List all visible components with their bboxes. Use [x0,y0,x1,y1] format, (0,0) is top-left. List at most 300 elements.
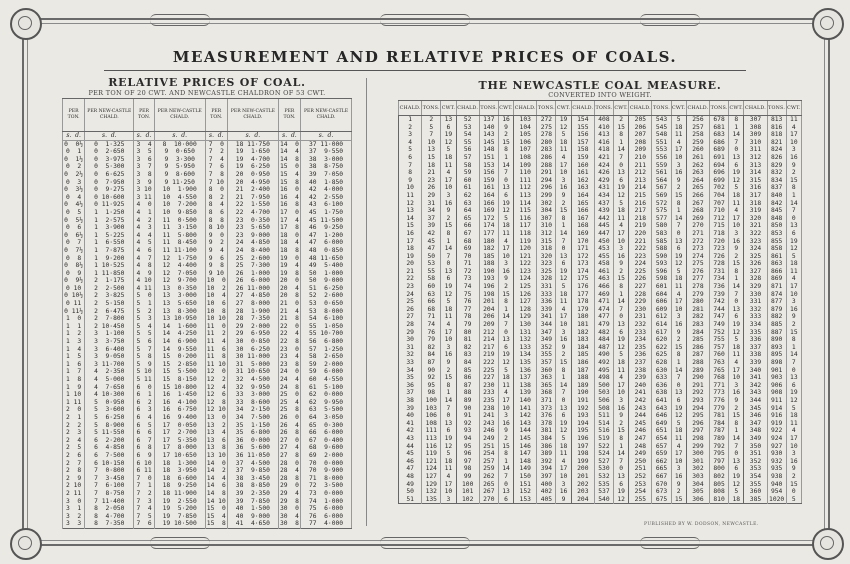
table-cell: 5 [498,367,513,375]
table-cell: 273 [686,245,709,253]
table-cell: 426 [594,169,613,177]
unit-cell: s. d. [154,132,205,141]
table-cell: 7 [613,154,628,162]
table-cell: 2 6·475 [85,308,134,316]
table-row [63,490,352,498]
table-cell: 27 [399,313,422,321]
table-cell: 116 [422,443,441,451]
table-cell: 315 [744,177,767,185]
table-cell: 1 9·200 [85,255,134,263]
table-cell: 70 9·900 [301,467,352,475]
table-cell: 10 [671,458,686,466]
table-cell: 38 3·000 [301,156,352,164]
table-cell: 2 [441,215,456,223]
table-cell: 9 10 [205,270,227,278]
table-cell: 3 0 [63,498,85,506]
table-cell: 3 [786,450,801,458]
table-cell: 530 [594,465,613,473]
table-cell: 161 [479,184,498,192]
table-cell: 278 [537,131,556,139]
table-cell: 15 2·850 [154,361,205,369]
table-cell: 7 [498,321,513,329]
table-cell: 11 [399,192,422,200]
table-cell: 165 [571,200,594,208]
table-cell: 92 [422,374,441,382]
table-cell: 19 0 [279,254,299,262]
table-cell: 31 [422,200,441,208]
table-cell: 122 [514,260,537,268]
table-cell: 1 [556,374,571,382]
table-cell: 25 2·600 [227,255,278,263]
table-cell: 4 3 [134,224,154,232]
table-cell: 561 [652,169,671,177]
column-header: CHALD. [514,101,537,116]
table-cell: 51 6·250 [301,285,352,293]
table-cell: 551 [652,139,671,147]
table-row [63,505,352,513]
table-cell: 331 [744,298,767,306]
table-cell: 272 [537,116,556,124]
table-cell: 6 0 [134,384,154,392]
scroll-ornament-icon [640,537,700,549]
table-cell: 267 [479,488,498,496]
table-cell: 15 5·500 [154,368,205,376]
table-cell: 45 [399,450,422,458]
table-cell: 511 [594,412,613,420]
table-cell: 13 [729,154,744,162]
table-cell: 742 [710,298,729,306]
table-cell: 646 [652,412,671,420]
table-cell: 39 7·050 [301,171,352,179]
table-row [399,336,802,344]
table-cell: 10 7·200 [154,201,205,209]
table-cell: 19 [786,238,801,246]
table-cell: 280 [537,139,556,147]
table-cell: 93 [456,427,479,435]
table-cell: 7 [786,359,801,367]
table-cell: 728 [710,260,729,268]
table-cell: 58 [422,275,441,283]
table-cell: 17 [441,481,456,489]
table-cell: 5 [399,146,422,154]
table-cell: 7 [613,458,628,466]
newcastle-measure-table [398,100,802,504]
table-cell: 384 [537,435,556,443]
table-cell: 8 [441,230,456,238]
table-cell: 349 [744,435,767,443]
table-cell: 156 [479,169,498,177]
table-cell: 36 11·050 [227,452,278,460]
table-cell: 0 6½ [64,231,84,239]
table-cell: 98 [422,389,441,397]
table-cell: 29 [399,329,422,337]
table-cell: 3 9 [134,179,154,187]
table-cell: 60 4·550 [301,376,352,384]
table-cell: 76 [456,298,479,306]
table-cell: 88 [456,389,479,397]
table-row [399,435,802,443]
table-cell: 276 [686,268,709,276]
table-row [63,201,352,209]
table-cell: 241 [629,389,652,397]
table-cell: 344 [744,397,767,405]
table-cell: 0 5½ [64,216,84,224]
table-cell: 333 [744,313,767,321]
table-cell: 7 [498,473,513,481]
table-cell: 381 [537,427,556,435]
table-cell: 41 [399,420,422,428]
table-cell: 191 [571,397,594,405]
table-cell: 2 7·800 [85,315,134,323]
table-cell: 8 4·700 [85,513,134,521]
table-cell: 26 6·000 [227,277,278,285]
table-cell: 2 [399,124,422,132]
table-cell: 135 [422,496,441,504]
table-cell: 233 [629,329,652,337]
table-cell: 56 [456,146,479,154]
table-cell: 9 [671,329,686,337]
table-cell: 397 [537,473,556,481]
table-cell: 10 [786,291,801,299]
table-cell: 91 [456,412,479,420]
table-cell: 7 2 [134,490,154,498]
table-cell: 11 [441,162,456,170]
table-cell: 24 0 [279,368,299,376]
table-cell: 143 [514,420,537,428]
table-cell: 60 [456,177,479,185]
table-cell: 1 6 [63,361,85,369]
table-cell: 681 [710,124,729,132]
table-cell: 0 1 [63,148,85,156]
table-cell: 19 [556,420,571,428]
table-cell: 3 3·750 [85,338,134,346]
table-cell: 365 [537,382,556,390]
table-cell: 286 [537,154,556,162]
table-cell: 17 10·650 [154,452,205,460]
table-row [63,444,352,452]
table-cell: 29 8 [279,497,299,505]
table-cell: 34 2·150 [227,406,278,414]
table-cell: 26 1·000 [227,270,278,278]
table-cell: 8 [556,215,571,223]
table-cell: 11 0 [206,322,226,330]
table-cell: 12 [671,412,686,420]
table-cell: 316 [744,184,767,192]
table-cell: 10 9·850 [154,209,205,217]
table-cell: 23 8 [279,360,299,368]
table-cell: 55 1·050 [301,323,352,331]
table-cell: 21 4 [279,307,299,315]
table-row [399,184,802,192]
table-cell: 840 [767,192,786,200]
table-cell: 4 6 [134,247,154,255]
table-cell: 351 [744,450,767,458]
table-row [399,329,802,337]
table-cell: 218 [629,215,652,223]
table-cell: 341 [744,374,767,382]
table-cell: 41 4·650 [227,520,278,528]
table-cell: 2 [671,184,686,192]
table-cell: 42 [422,230,441,238]
table-cell: 24 4 [279,376,299,383]
table-row [63,209,352,217]
table-cell: 157 [571,139,594,147]
table-cell: 10 [556,473,571,481]
table-cell: 17 8·000 [154,444,205,452]
table-cell: 2 [613,420,628,428]
table-cell: 535 [594,481,613,489]
table-cell: 424 [594,162,613,170]
table-cell: 13 0 [206,413,226,421]
table-cell: 10 [729,374,744,382]
table-cell: 11 [498,230,513,238]
table-cell: 1 [441,389,456,397]
table-cell: 9 [786,465,801,473]
table-cell: 148 [514,458,537,466]
table-cell: 6 [613,177,628,185]
table-cell: 22 [399,275,422,283]
table-cell: 285 [686,336,709,344]
table-cell: 10 [498,253,513,261]
table-cell: 2 2 [63,422,85,430]
table-cell: 13 [441,268,456,276]
table-cell: 26 [399,306,422,314]
table-cell: 336 [744,336,767,344]
table-cell: 13 [441,116,456,124]
table-cell: 30 4 [279,512,299,520]
table-cell: 6 4 [134,414,154,422]
table-cell: 2 [556,351,571,359]
table-cell: 103 [514,116,537,124]
table-cell: 0 2·650 [85,148,134,156]
table-cell: 6 [786,382,801,390]
table-cell: 39 [399,405,422,413]
table-row [399,268,802,276]
table-cell: 13 4 [206,429,226,437]
table-cell: 25 [399,298,422,306]
table-cell: 569 [652,192,671,200]
table-cell: 11 [613,367,628,375]
column-header: PER TON. [278,99,300,132]
table-cell: 0 1½ [64,155,84,163]
unit-cell: s. d. [278,132,300,141]
table-cell: 3 [556,177,571,185]
table-cell: 27 8·000 [227,300,278,308]
table-cell: 9 [613,412,628,420]
table-cell: 252 [629,473,652,481]
table-cell: 9 [556,496,571,504]
table-cell: 916 [767,412,786,420]
table-cell: 15 0 [279,163,299,171]
table-cell: 19 10·500 [154,520,205,528]
table-cell: 18 [556,443,571,451]
table-cell: 16 [671,321,686,329]
table-row [63,422,352,430]
table-cell: 1 [729,275,744,283]
table-cell: 389 [537,450,556,458]
table-row [399,275,802,283]
table-cell: 30 11·000 [227,353,278,361]
table-cell: 12 7·050 [154,270,205,278]
table-cell: 11 [671,131,686,139]
table-cell: 185 [479,253,498,261]
table-cell: 14 [786,351,801,359]
table-cell: 715 [710,222,729,230]
table-cell: 13 8·300 [154,308,205,316]
table-cell: 23 0·350 [227,217,278,225]
table-cell: 628 [652,359,671,367]
table-cell: 845 [767,207,786,215]
table-cell: 14 2 [206,467,226,475]
table-cell: 2 0 [63,406,85,414]
table-cell: 3 [613,397,628,405]
table-cell: 800 [710,465,729,473]
table-row [63,300,352,308]
table-cell: 368 [537,389,556,397]
table-row [63,262,352,270]
table-cell: 263 [686,169,709,177]
table-cell: 35 [399,374,422,382]
table-cell: 439 [594,207,613,215]
table-cell: 295 [686,412,709,420]
table-cell: 9 4 [205,247,227,255]
table-cell: 0 [786,488,801,496]
table-cell: 11 4 [206,338,226,346]
table-row [399,313,802,321]
column-header: PER NEW-CASTLE CHALD. [85,99,134,132]
table-cell: 10 4 [206,292,226,300]
table-cell: 39 2·350 [227,490,278,498]
table-cell: 6 [556,260,571,268]
table-cell: 10 [441,184,456,192]
table-cell: 9 [671,481,686,489]
table-cell: 890 [767,336,786,344]
table-cell: 885 [767,321,786,329]
table-cell: 657 [652,443,671,451]
table-cell: 203 [571,488,594,496]
table-cell: 8 [498,450,513,458]
newcastle-measure-note: CONVERTED INTO WEIGHT. [548,91,652,99]
table-cell: 18 [671,275,686,283]
table-cell: 20 8 [279,292,299,300]
table-cell: 940 [767,481,786,489]
table-cell: 24 8·400 [227,247,278,255]
table-row [63,308,352,316]
table-cell: 50 [422,253,441,261]
table-cell: 83 [456,351,479,359]
table-cell: 5 4 [134,323,154,331]
table-cell: 16 [399,230,422,238]
table-cell: 6 [556,412,571,420]
table-cell: 3 [556,481,571,489]
table-cell: 8 [729,268,744,276]
table-cell: 173 [571,260,594,268]
table-cell: 11 [671,283,686,291]
table-cell: 357 [537,359,556,367]
table-cell: 283 [537,146,556,154]
table-cell: 258 [686,131,709,139]
table-cell: 620 [652,336,671,344]
table-cell: 447 [594,230,613,238]
table-cell: 0 [729,146,744,154]
table-cell: 89 [456,397,479,405]
table-cell: 310 [537,222,556,230]
table-cell: 13 [422,146,441,154]
table-cell: 55 10·700 [301,330,352,338]
table-cell: 124 [514,275,537,283]
table-cell: 18 4 [279,239,299,247]
table-cell: 312 [537,230,556,238]
table-cell: 13 0·350 [154,285,205,293]
table-cell: 28 1·900 [227,308,278,316]
table-row [399,481,802,489]
table-cell: 79 [456,321,479,329]
table-cell: 1 [498,306,513,314]
table-cell: 39 7·850 [227,498,278,506]
table-cell: 567 [652,184,671,192]
table-cell: 299 [686,443,709,451]
table-cell: 38 3·450 [227,475,278,483]
table-cell: 9 8 [205,262,227,270]
table-cell: 723 [710,245,729,253]
table-cell: 15 [786,177,801,185]
table-cell: 5 [613,351,628,359]
column-header: CHALD. [399,101,422,116]
table-cell: 498 [594,374,613,382]
scroll-ornament-icon [150,537,210,549]
table-cell: 5 [422,124,441,132]
table-cell: 247 [629,435,652,443]
table-cell: 522 [594,443,613,451]
table-cell: 4 [671,139,686,147]
table-cell: 223 [629,253,652,261]
table-cell: 418 [594,146,613,154]
table-cell: 68 9·600 [301,444,352,452]
table-cell: 269 [686,215,709,223]
table-cell: 4 [786,427,801,435]
table-cell: 9 8·600 [154,171,205,179]
table-cell: 614 [652,321,671,329]
table-cell: 19 [399,253,422,261]
table-cell: 0 7½ [64,246,84,254]
table-row [399,146,802,154]
table-cell: 4 1 [134,209,154,217]
table-cell: 848 [767,215,786,223]
table-cell: 15 0·200 [154,353,205,361]
table-cell: 6 [498,344,513,352]
table-cell: 18 [671,427,686,435]
table-cell: 11 [556,146,571,154]
table-cell: 17 [671,298,686,306]
unit-cell: s. d. [227,132,278,141]
table-cell: 4 [399,139,422,147]
table-cell: 15 [498,443,513,451]
table-cell: 7 0·800 [85,467,134,475]
table-cell: 198 [479,291,498,299]
table-cell: 19 [613,336,628,344]
table-cell: 67 [456,230,479,238]
table-cell: 789 [710,435,729,443]
table-cell: 156 [571,131,594,139]
table-cell: 479 [594,321,613,329]
table-row [399,177,802,185]
table-cell: 3 [441,496,456,504]
table-cell: 50 1·000 [301,270,352,278]
table-cell: 145 [514,435,537,443]
table-cell: 7 8·750 [85,490,134,498]
table-cell: 86 [456,374,479,382]
table-cell: 10 2 [206,284,226,292]
